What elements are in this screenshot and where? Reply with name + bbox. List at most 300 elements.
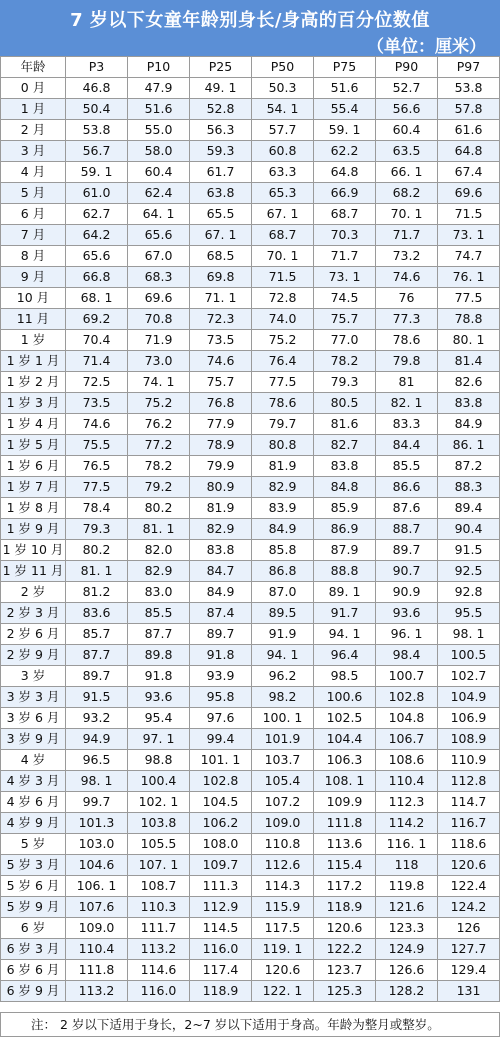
p25-cell: 76.8 [190, 393, 252, 414]
p75-cell: 71.7 [314, 246, 376, 267]
p90-cell: 89.7 [376, 540, 438, 561]
p97-cell: 69.6 [438, 183, 500, 204]
age-cell: 6 岁 9 月 [1, 981, 66, 1002]
table-row [1, 960, 500, 981]
p90-cell: 104.8 [376, 708, 438, 729]
p10-cell: 76.2 [128, 414, 190, 435]
p97-cell: 64.8 [438, 141, 500, 162]
table-row [1, 120, 500, 141]
p3-cell: 65.6 [66, 246, 128, 267]
p97-cell: 67.4 [438, 162, 500, 183]
age-cell: 1 岁 2 月 [1, 372, 66, 393]
p3-cell: 50.4 [66, 99, 128, 120]
p10-cell: 116.0 [128, 981, 190, 1002]
p90-cell: 82. 1 [376, 393, 438, 414]
p10-cell: 74. 1 [128, 372, 190, 393]
p97-cell: 90.4 [438, 519, 500, 540]
p10-cell: 55.0 [128, 120, 190, 141]
p97-cell: 73. 1 [438, 225, 500, 246]
table-row [1, 834, 500, 855]
p3-cell: 91.5 [66, 687, 128, 708]
table-row [1, 519, 500, 540]
p3-cell: 99.7 [66, 792, 128, 813]
p25-cell: 106.2 [190, 813, 252, 834]
p50-cell: 89.5 [252, 603, 314, 624]
p50-cell: 67. 1 [252, 204, 314, 225]
p50-cell: 77.5 [252, 372, 314, 393]
p3-cell: 93.2 [66, 708, 128, 729]
p90-cell: 110.4 [376, 771, 438, 792]
p75-cell: 102.5 [314, 708, 376, 729]
p25-cell: 82.9 [190, 519, 252, 540]
p90-cell: 124.9 [376, 939, 438, 960]
p25-cell: 116.0 [190, 939, 252, 960]
p3-cell: 81.2 [66, 582, 128, 603]
p10-cell: 79.2 [128, 477, 190, 498]
table-row [1, 792, 500, 813]
p3-cell: 56.7 [66, 141, 128, 162]
table-row [1, 456, 500, 477]
p90-cell: 93.6 [376, 603, 438, 624]
p10-cell: 95.4 [128, 708, 190, 729]
p97-cell: 120.6 [438, 855, 500, 876]
p97-cell: 78.8 [438, 309, 500, 330]
p90-cell: 100.7 [376, 666, 438, 687]
p25-cell: 80.9 [190, 477, 252, 498]
p50-cell: 81.9 [252, 456, 314, 477]
age-cell: 1 岁 4 月 [1, 414, 66, 435]
table-row [1, 666, 500, 687]
p50-cell: 63.3 [252, 162, 314, 183]
p97-cell: 61.6 [438, 120, 500, 141]
p97-cell: 77.5 [438, 288, 500, 309]
age-cell: 5 月 [1, 183, 66, 204]
p50-cell: 120.6 [252, 960, 314, 981]
p50-cell: 107.2 [252, 792, 314, 813]
p90-cell: 71.7 [376, 225, 438, 246]
p3-cell: 61.0 [66, 183, 128, 204]
p3-cell: 79.3 [66, 519, 128, 540]
column-header-p50: P50 [252, 57, 314, 78]
p75-cell: 100.6 [314, 687, 376, 708]
p10-cell: 67.0 [128, 246, 190, 267]
p25-cell: 69.8 [190, 267, 252, 288]
p10-cell: 65.6 [128, 225, 190, 246]
age-cell: 4 岁 6 月 [1, 792, 66, 813]
p75-cell: 80.5 [314, 393, 376, 414]
table-row [1, 645, 500, 666]
p10-cell: 97. 1 [128, 729, 190, 750]
column-header-p3: P3 [66, 57, 128, 78]
p10-cell: 111.7 [128, 918, 190, 939]
p3-cell: 113.2 [66, 981, 128, 1002]
p75-cell: 85.9 [314, 498, 376, 519]
p90-cell: 96. 1 [376, 624, 438, 645]
p3-cell: 66.8 [66, 267, 128, 288]
p97-cell: 127.7 [438, 939, 500, 960]
p25-cell: 112.9 [190, 897, 252, 918]
p50-cell: 83.9 [252, 498, 314, 519]
p50-cell: 94. 1 [252, 645, 314, 666]
table-row [1, 246, 500, 267]
p75-cell: 75.7 [314, 309, 376, 330]
p3-cell: 53.8 [66, 120, 128, 141]
p3-cell: 71.4 [66, 351, 128, 372]
p25-cell: 67. 1 [190, 225, 252, 246]
table-header-banner [0, 0, 500, 56]
p97-cell: 81.4 [438, 351, 500, 372]
p90-cell: 77.3 [376, 309, 438, 330]
age-cell: 1 岁 9 月 [1, 519, 66, 540]
p90-cell: 112.3 [376, 792, 438, 813]
p10-cell: 89.8 [128, 645, 190, 666]
p10-cell: 110.3 [128, 897, 190, 918]
age-cell: 1 岁 10 月 [1, 540, 66, 561]
p97-cell: 100.5 [438, 645, 500, 666]
p10-cell: 78.2 [128, 456, 190, 477]
p10-cell: 62.4 [128, 183, 190, 204]
p75-cell: 88.8 [314, 561, 376, 582]
p90-cell: 128.2 [376, 981, 438, 1002]
p97-cell: 83.8 [438, 393, 500, 414]
p25-cell: 77.9 [190, 414, 252, 435]
p3-cell: 85.7 [66, 624, 128, 645]
p3-cell: 111.8 [66, 960, 128, 981]
p25-cell: 73.5 [190, 330, 252, 351]
p97-cell: 110.9 [438, 750, 500, 771]
p97-cell: 95.5 [438, 603, 500, 624]
table-row [1, 372, 500, 393]
p25-cell: 49. 1 [190, 78, 252, 99]
p3-cell: 103.0 [66, 834, 128, 855]
table-row [1, 162, 500, 183]
p25-cell: 74.6 [190, 351, 252, 372]
p3-cell: 83.6 [66, 603, 128, 624]
age-cell: 4 岁 9 月 [1, 813, 66, 834]
p50-cell: 96.2 [252, 666, 314, 687]
age-cell: 11 月 [1, 309, 66, 330]
p10-cell: 113.2 [128, 939, 190, 960]
p50-cell: 71.5 [252, 267, 314, 288]
table-row [1, 771, 500, 792]
p75-cell: 77.0 [314, 330, 376, 351]
p90-cell: 66. 1 [376, 162, 438, 183]
table-row [1, 708, 500, 729]
table-row [1, 729, 500, 750]
p3-cell: 104.6 [66, 855, 128, 876]
p50-cell: 122. 1 [252, 981, 314, 1002]
p10-cell: 82.9 [128, 561, 190, 582]
table-row [1, 876, 500, 897]
table-row [1, 582, 500, 603]
p10-cell: 93.6 [128, 687, 190, 708]
p97-cell: 57.8 [438, 99, 500, 120]
p75-cell: 96.4 [314, 645, 376, 666]
p90-cell: 70. 1 [376, 204, 438, 225]
p75-cell: 81.6 [314, 414, 376, 435]
p50-cell: 85.8 [252, 540, 314, 561]
table-row [1, 813, 500, 834]
p97-cell: 126 [438, 918, 500, 939]
p25-cell: 95.8 [190, 687, 252, 708]
p75-cell: 51.6 [314, 78, 376, 99]
footnote: 注： 2 岁以下适用于身长，2~7 岁以下适用于身高。年龄为整月或整岁。 [0, 1012, 500, 1037]
p97-cell: 106.9 [438, 708, 500, 729]
p75-cell: 66.9 [314, 183, 376, 204]
p3-cell: 77.5 [66, 477, 128, 498]
age-cell: 2 岁 6 月 [1, 624, 66, 645]
p75-cell: 78.2 [314, 351, 376, 372]
p50-cell: 75.2 [252, 330, 314, 351]
p3-cell: 87.7 [66, 645, 128, 666]
age-cell: 3 岁 3 月 [1, 687, 66, 708]
p75-cell: 120.6 [314, 918, 376, 939]
p97-cell: 86. 1 [438, 435, 500, 456]
p97-cell: 74.7 [438, 246, 500, 267]
p97-cell: 104.9 [438, 687, 500, 708]
p50-cell: 119. 1 [252, 939, 314, 960]
p50-cell: 103.7 [252, 750, 314, 771]
table-row [1, 603, 500, 624]
p75-cell: 89. 1 [314, 582, 376, 603]
p25-cell: 99.4 [190, 729, 252, 750]
p90-cell: 68.2 [376, 183, 438, 204]
p90-cell: 56.6 [376, 99, 438, 120]
p25-cell: 84.7 [190, 561, 252, 582]
age-cell: 6 岁 6 月 [1, 960, 66, 981]
age-cell: 1 岁 8 月 [1, 498, 66, 519]
age-cell: 1 月 [1, 99, 66, 120]
p25-cell: 111.3 [190, 876, 252, 897]
p75-cell: 109.9 [314, 792, 376, 813]
table-row [1, 624, 500, 645]
p25-cell: 84.9 [190, 582, 252, 603]
p50-cell: 60.8 [252, 141, 314, 162]
p10-cell: 51.6 [128, 99, 190, 120]
age-cell: 0 月 [1, 78, 66, 99]
p3-cell: 96.5 [66, 750, 128, 771]
p50-cell: 80.8 [252, 435, 314, 456]
p25-cell: 52.8 [190, 99, 252, 120]
p3-cell: 64.2 [66, 225, 128, 246]
p90-cell: 108.6 [376, 750, 438, 771]
age-cell: 5 岁 3 月 [1, 855, 66, 876]
p50-cell: 98.2 [252, 687, 314, 708]
table-row [1, 225, 500, 246]
p3-cell: 106. 1 [66, 876, 128, 897]
p90-cell: 85.5 [376, 456, 438, 477]
p97-cell: 92.8 [438, 582, 500, 603]
p90-cell: 102.8 [376, 687, 438, 708]
p10-cell: 70.8 [128, 309, 190, 330]
p50-cell: 65.3 [252, 183, 314, 204]
p50-cell: 68.7 [252, 225, 314, 246]
p97-cell: 131 [438, 981, 500, 1002]
p3-cell: 80.2 [66, 540, 128, 561]
p75-cell: 113.6 [314, 834, 376, 855]
p25-cell: 101. 1 [190, 750, 252, 771]
p10-cell: 81. 1 [128, 519, 190, 540]
p75-cell: 79.3 [314, 372, 376, 393]
p90-cell: 88.7 [376, 519, 438, 540]
column-header-p25: P25 [190, 57, 252, 78]
p90-cell: 119.8 [376, 876, 438, 897]
p10-cell: 47.9 [128, 78, 190, 99]
table-row [1, 393, 500, 414]
age-cell: 1 岁 1 月 [1, 351, 66, 372]
age-cell: 2 月 [1, 120, 66, 141]
p25-cell: 91.8 [190, 645, 252, 666]
p90-cell: 98.4 [376, 645, 438, 666]
table-row [1, 477, 500, 498]
p25-cell: 89.7 [190, 624, 252, 645]
p75-cell: 73. 1 [314, 267, 376, 288]
p10-cell: 77.2 [128, 435, 190, 456]
p3-cell: 59. 1 [66, 162, 128, 183]
p50-cell: 109.0 [252, 813, 314, 834]
p75-cell: 115.4 [314, 855, 376, 876]
p97-cell: 122.4 [438, 876, 500, 897]
table-row [1, 78, 500, 99]
p75-cell: 74.5 [314, 288, 376, 309]
age-cell: 4 岁 [1, 750, 66, 771]
p75-cell: 70.3 [314, 225, 376, 246]
age-cell: 2 岁 9 月 [1, 645, 66, 666]
p3-cell: 101.3 [66, 813, 128, 834]
p3-cell: 72.5 [66, 372, 128, 393]
p90-cell: 116. 1 [376, 834, 438, 855]
column-header-p97: P97 [438, 57, 500, 78]
p50-cell: 79.7 [252, 414, 314, 435]
p10-cell: 100.4 [128, 771, 190, 792]
p97-cell: 116.7 [438, 813, 500, 834]
p50-cell: 112.6 [252, 855, 314, 876]
table-row [1, 330, 500, 351]
column-header-p90: P90 [376, 57, 438, 78]
p97-cell: 88.3 [438, 477, 500, 498]
p3-cell: 74.6 [66, 414, 128, 435]
p10-cell: 108.7 [128, 876, 190, 897]
table-row [1, 561, 500, 582]
p25-cell: 93.9 [190, 666, 252, 687]
page-title: 7 岁以下女童年龄别身长/身高的百分位数值 [70, 10, 430, 31]
p50-cell: 100. 1 [252, 708, 314, 729]
p25-cell: 83.8 [190, 540, 252, 561]
p25-cell: 68.5 [190, 246, 252, 267]
p25-cell: 72.3 [190, 309, 252, 330]
p75-cell: 94. 1 [314, 624, 376, 645]
p90-cell: 81 [376, 372, 438, 393]
p25-cell: 56.3 [190, 120, 252, 141]
p75-cell: 84.8 [314, 477, 376, 498]
table-row [1, 498, 500, 519]
p90-cell: 86.6 [376, 477, 438, 498]
p3-cell: 109.0 [66, 918, 128, 939]
p90-cell: 106.7 [376, 729, 438, 750]
age-cell: 3 岁 [1, 666, 66, 687]
age-cell: 6 岁 [1, 918, 66, 939]
p3-cell: 69.2 [66, 309, 128, 330]
p3-cell: 110.4 [66, 939, 128, 960]
p75-cell: 64.8 [314, 162, 376, 183]
table-row [1, 99, 500, 120]
p3-cell: 78.4 [66, 498, 128, 519]
p50-cell: 54. 1 [252, 99, 314, 120]
p25-cell: 117.4 [190, 960, 252, 981]
table-row [1, 351, 500, 372]
p25-cell: 81.9 [190, 498, 252, 519]
age-cell: 4 岁 3 月 [1, 771, 66, 792]
p25-cell: 71. 1 [190, 288, 252, 309]
table-row [1, 897, 500, 918]
p10-cell: 83.0 [128, 582, 190, 603]
age-cell: 1 岁 [1, 330, 66, 351]
table-row [1, 204, 500, 225]
p10-cell: 64. 1 [128, 204, 190, 225]
p75-cell: 111.8 [314, 813, 376, 834]
p90-cell: 118 [376, 855, 438, 876]
p50-cell: 87.0 [252, 582, 314, 603]
p25-cell: 104.5 [190, 792, 252, 813]
p97-cell: 87.2 [438, 456, 500, 477]
table-row [1, 435, 500, 456]
p3-cell: 62.7 [66, 204, 128, 225]
table-row [1, 414, 500, 435]
p75-cell: 123.7 [314, 960, 376, 981]
p10-cell: 60.4 [128, 162, 190, 183]
p75-cell: 82.7 [314, 435, 376, 456]
p97-cell: 53.8 [438, 78, 500, 99]
p25-cell: 118.9 [190, 981, 252, 1002]
p90-cell: 90.7 [376, 561, 438, 582]
age-cell: 4 月 [1, 162, 66, 183]
p10-cell: 80.2 [128, 498, 190, 519]
p3-cell: 107.6 [66, 897, 128, 918]
p75-cell: 83.8 [314, 456, 376, 477]
p25-cell: 65.5 [190, 204, 252, 225]
age-cell: 10 月 [1, 288, 66, 309]
p97-cell: 102.7 [438, 666, 500, 687]
p10-cell: 98.8 [128, 750, 190, 771]
p97-cell: 91.5 [438, 540, 500, 561]
p97-cell: 124.2 [438, 897, 500, 918]
table-row [1, 918, 500, 939]
p10-cell: 71.9 [128, 330, 190, 351]
age-cell: 2 岁 3 月 [1, 603, 66, 624]
table-row [1, 267, 500, 288]
p50-cell: 74.0 [252, 309, 314, 330]
p97-cell: 89.4 [438, 498, 500, 519]
p90-cell: 121.6 [376, 897, 438, 918]
age-cell: 1 岁 3 月 [1, 393, 66, 414]
p90-cell: 84.4 [376, 435, 438, 456]
age-cell: 5 岁 [1, 834, 66, 855]
p25-cell: 97.6 [190, 708, 252, 729]
column-header-age: 年龄 [1, 57, 66, 78]
age-cell: 5 岁 6 月 [1, 876, 66, 897]
table-row [1, 981, 500, 1002]
p50-cell: 57.7 [252, 120, 314, 141]
p3-cell: 94.9 [66, 729, 128, 750]
p3-cell: 75.5 [66, 435, 128, 456]
table-row [1, 288, 500, 309]
p10-cell: 91.8 [128, 666, 190, 687]
age-cell: 1 岁 11 月 [1, 561, 66, 582]
p3-cell: 76.5 [66, 456, 128, 477]
table-row [1, 540, 500, 561]
p50-cell: 114.3 [252, 876, 314, 897]
p10-cell: 85.5 [128, 603, 190, 624]
